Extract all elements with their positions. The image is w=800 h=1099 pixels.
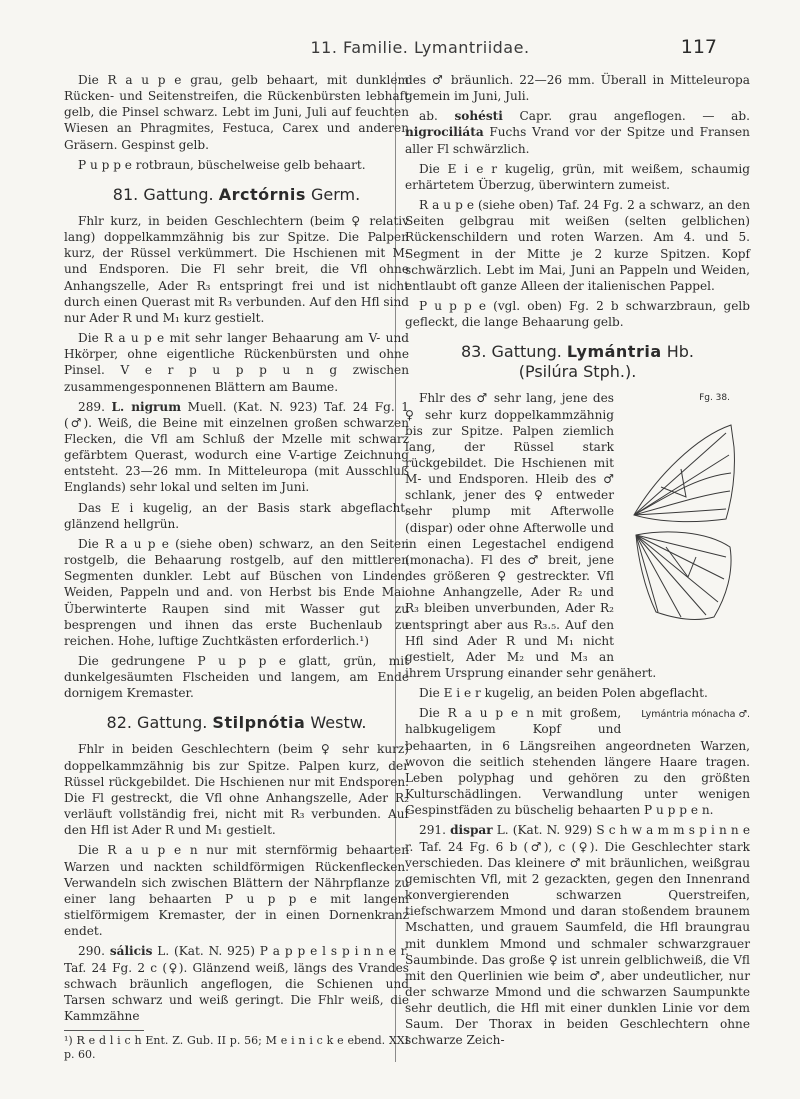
paragraph: Fhlr kurz, in beiden Geschlechtern (beim ♀ relativ lang) doppelkammzähnig bis zur Spitze. Die Palpen kurz, der Rüssel verkümmert. Die Hschienen mit M- und Endsporen. Die Fl sehr breit, die Vfl ohne Anhangszelle, Ader R₃ entspringt frei und ist nicht durch einen Querast mit R₃ verbunden. Auf den Hfl sind nur Ader R und M₁ kurz gestielt.: [64, 213, 409, 325]
wing-venation-figure: [622, 390, 750, 660]
right-column: [405, 72, 750, 1053]
running-head: 11. Familie. Lymantriidae.: [310, 38, 530, 57]
paragraph: P u p p e rotbraun, büschelweise gelb behaart.: [78, 157, 366, 172]
paragraph: Die R a u p e grau, gelb behaart, mit dunklem Rücken- und Seitenstreifen, die Rückenbürsten lebhaft gelb, die Pinsel schwarz. Lebt im Juni, Juli auf feuchten Wiesen an Phragmites, Festuca, Carex und anderen Gräsern. Gespinst gelb.: [64, 73, 409, 152]
paragraph: Fhlr in beiden Geschlechtern (beim ♀ sehr kurz) doppelkammzähnig bis zur Spitze. Palpen kurz, der Rüssel rückgebildet. Die Hschienen nur mit Endsporen. Die Fl gestreckt, die Vfl ohne Anhangszelle, Ader R₂ verläuft vollständig frei, nicht mit R₃ verbunden. Auf den Hfl ist Ader R und M₁ gestielt.: [64, 742, 409, 838]
paragraph: Die R a u p e (siehe oben) schwarz, an den Seiten rostgelb, die Behaarung rostgelb, auf den mittleren Segmenten dunkler. Lebt auf Büschen von Linden, Weiden, Pappeln und and. von Herbst bis Ende Mai. Überwinterte Raupen sind mit Wasser gut zu besprengen und ihnen das erste Buchenlaub zu reichen. Hohe, luftige Zuchtkästen erforderlich.¹): [64, 536, 409, 648]
paragraph: des ♂ bräunlich. 22—26 mm. Überall in Mitteleuropa gemein im Juni, Juli.: [405, 73, 750, 104]
figure-label: Fg. 38.: [699, 393, 730, 404]
genus-heading-83: 83. Gattung. Lymántria Hb. (Psilúra Stph.).: [461, 342, 694, 382]
genus-heading-82: 82. Gattung. Stilpnótia Westw.: [106, 713, 367, 733]
paragraph: Lymántria mónacha ♂. Die R a u p e n mit großem, halbkugeligem Kopf und behaarten, in 6 Längsreihen angeordneten Warzen, wovon die seitlich stehenden längere Haare tragen. Leben polyphag und gehören zu den größten Kulturschädlingen. Verwandlung unter wenigen Gespinstfäden zu büschelig behaarten P u p p e n.: [405, 706, 750, 818]
species-entry-291: 291. dispar L. (Kat. N. 929) S c h w a m m s p i n n e r. Taf. 24 Fg. 6 b (♂), c (♀). Die Geschlechter stark verschieden. Das kleinere ♂ mit bräunlichen, weißgrau gemischten Vfl, mit 2 gezackten, gegen den Innenrand konvergierenden schwarzen Querstreifen, tiefschwarzem Mmond und daran stoßendem braunem Mschatten, und grauem Saumfeld, die Hfl braungrau mit dunklem Mmond und schmaler schwarzgrauer Saumbinde. Das große ♀ ist unrein gelblichweiß, die Vfl mit den Querlinien wie beim ♂, aber undeutlicher, nur der schwarze Mmond und die schwarzen Saumpunkte sehr deutlich, die Hfl mit einer dunklen Linie vor dem Saum. Der Thorax in beiden Geschlechtern ohne schwarze Zeich-: [405, 823, 750, 1048]
page-number: 117: [680, 36, 717, 58]
species-entry-289: 289. L. nigrum Muell. (Kat. N. 923) Taf. 24 Fg. 1 (♂). Weiß, die Beine mit einzelnen großen schwarzen Flecken, die Vfl am Schluß der Mzelle mit schwarz gefärbtem Querast, wodurch eine V-artige Zeichnung entsteht. 23—26 mm. In Mitteleuropa (mit Ausschluß Englands) sehr lokal und selten im Juni.: [64, 399, 409, 495]
species-entry-290: 290. sálicis L. (Kat. N. 925) P a p p e l s p i n n e r. Taf. 24 Fg. 2 c (♀). Glänzend weiß, längs des Vrandes schwach bräunlich angeflogen, die Schienen und Tarsen schwarz und weiß geringt. Die Fhlr weiß, die Kammzähne: [64, 944, 409, 1023]
paragraph: Die R a u p e n nur mit sternförmig behaarten Warzen und nackten schildförmigen Rückenflecken. Verwandeln sich zwischen Blättern der Nährpflanze zu einer lang behaarten P u p p e mit langem stielförmigem Kremaster, der in einen Dornenkranz endet.: [64, 843, 409, 939]
wing-venation-drawing: [626, 407, 746, 657]
paragraph: R a u p e (siehe oben) Taf. 24 Fg. 2 a schwarz, an den Seiten gelbgrau mit weißen (selten gelblichen) Rückenschildern und roten Warzen. Am 4. und 5. Segment in der Mitte je 2 kurze Spitzen. Kopf schwärzlich. Lebt im Mai, Juni an Pappeln und Weiden, entlaubt oft ganze Alleen der italienischen Pappel.: [405, 198, 750, 293]
footnote: ¹) R e d l i c h Ent. Z. Gub. II p. 56; M e i n i c k e ebend. XXI p. 60.: [64, 1034, 409, 1062]
footnote-rule: [64, 1030, 144, 1031]
paragraph-with-figure: Fg. 38. Fhlr des ♂ sehr lang, jene des ♀ sehr kurz doppelkammzähnig bis zur Spitze. Palpen ziemlich lang, der Rüssel stark rückgebildet. Die Hschienen mit M- und Endsporen. Hleib des ♂ schlank, jener des ♀ entweder sehr plump mit Afterwolle (dispar) oder ohne Afterwolle und in einen Legestachel endigend (monacha). Fl des ♂ breit, jene des größeren ♀ gestreckter. Vfl ohne Anhangzelle, Ader R₂ und R₃ bleiben unverbunden, Ader R₂ entspringt aber aus R₃.₅. Auf den Hfl sind Ader R und M₁ nicht gestielt, Ader M₂ und M₃ an ihrem Ursprung einander sehr genähert.: [405, 390, 750, 681]
paragraph: Die E i e r kugelig, an beiden Polen abgeflacht.: [419, 686, 708, 701]
paragraph: P u p p e (vgl. oben) Fg. 2 b schwarzbraun, gelb gefleckt, die lange Behaarung gelb.: [405, 299, 750, 330]
left-column: [64, 72, 409, 1066]
paragraph: Die gedrungene P u p p e glatt, grün, mit dunkelgesäumten Flscheiden und langem, am Ende dornigem Kremaster.: [64, 654, 409, 701]
paragraph: Die R a u p e mit sehr langer Behaarung am V- und Hkörper, ohne eigentliche Rückenbürsten und ohne Pinsel. V e r p u p p u n g zwischen zusammengesponnenen Blättern am Baume.: [64, 331, 409, 394]
figure-caption: Lymántria mónacha ♂.: [641, 709, 750, 721]
paragraph: Das E i kugelig, an der Basis stark abgeflacht, glänzend hellgrün.: [64, 500, 409, 531]
aberration-entry: ab. sohésti Capr. grau angeflogen. — ab. nigrociliáta Fuchs Vrand vor der Spitze und Fransen aller Fl schwärzlich.: [405, 109, 750, 156]
paragraph: Die E i e r kugelig, grün, mit weißem, schaumig erhärtetem Überzug, überwintern zumeist.: [405, 161, 750, 192]
genus-heading-81: 81. Gattung. Arctórnis Germ.: [112, 184, 361, 204]
